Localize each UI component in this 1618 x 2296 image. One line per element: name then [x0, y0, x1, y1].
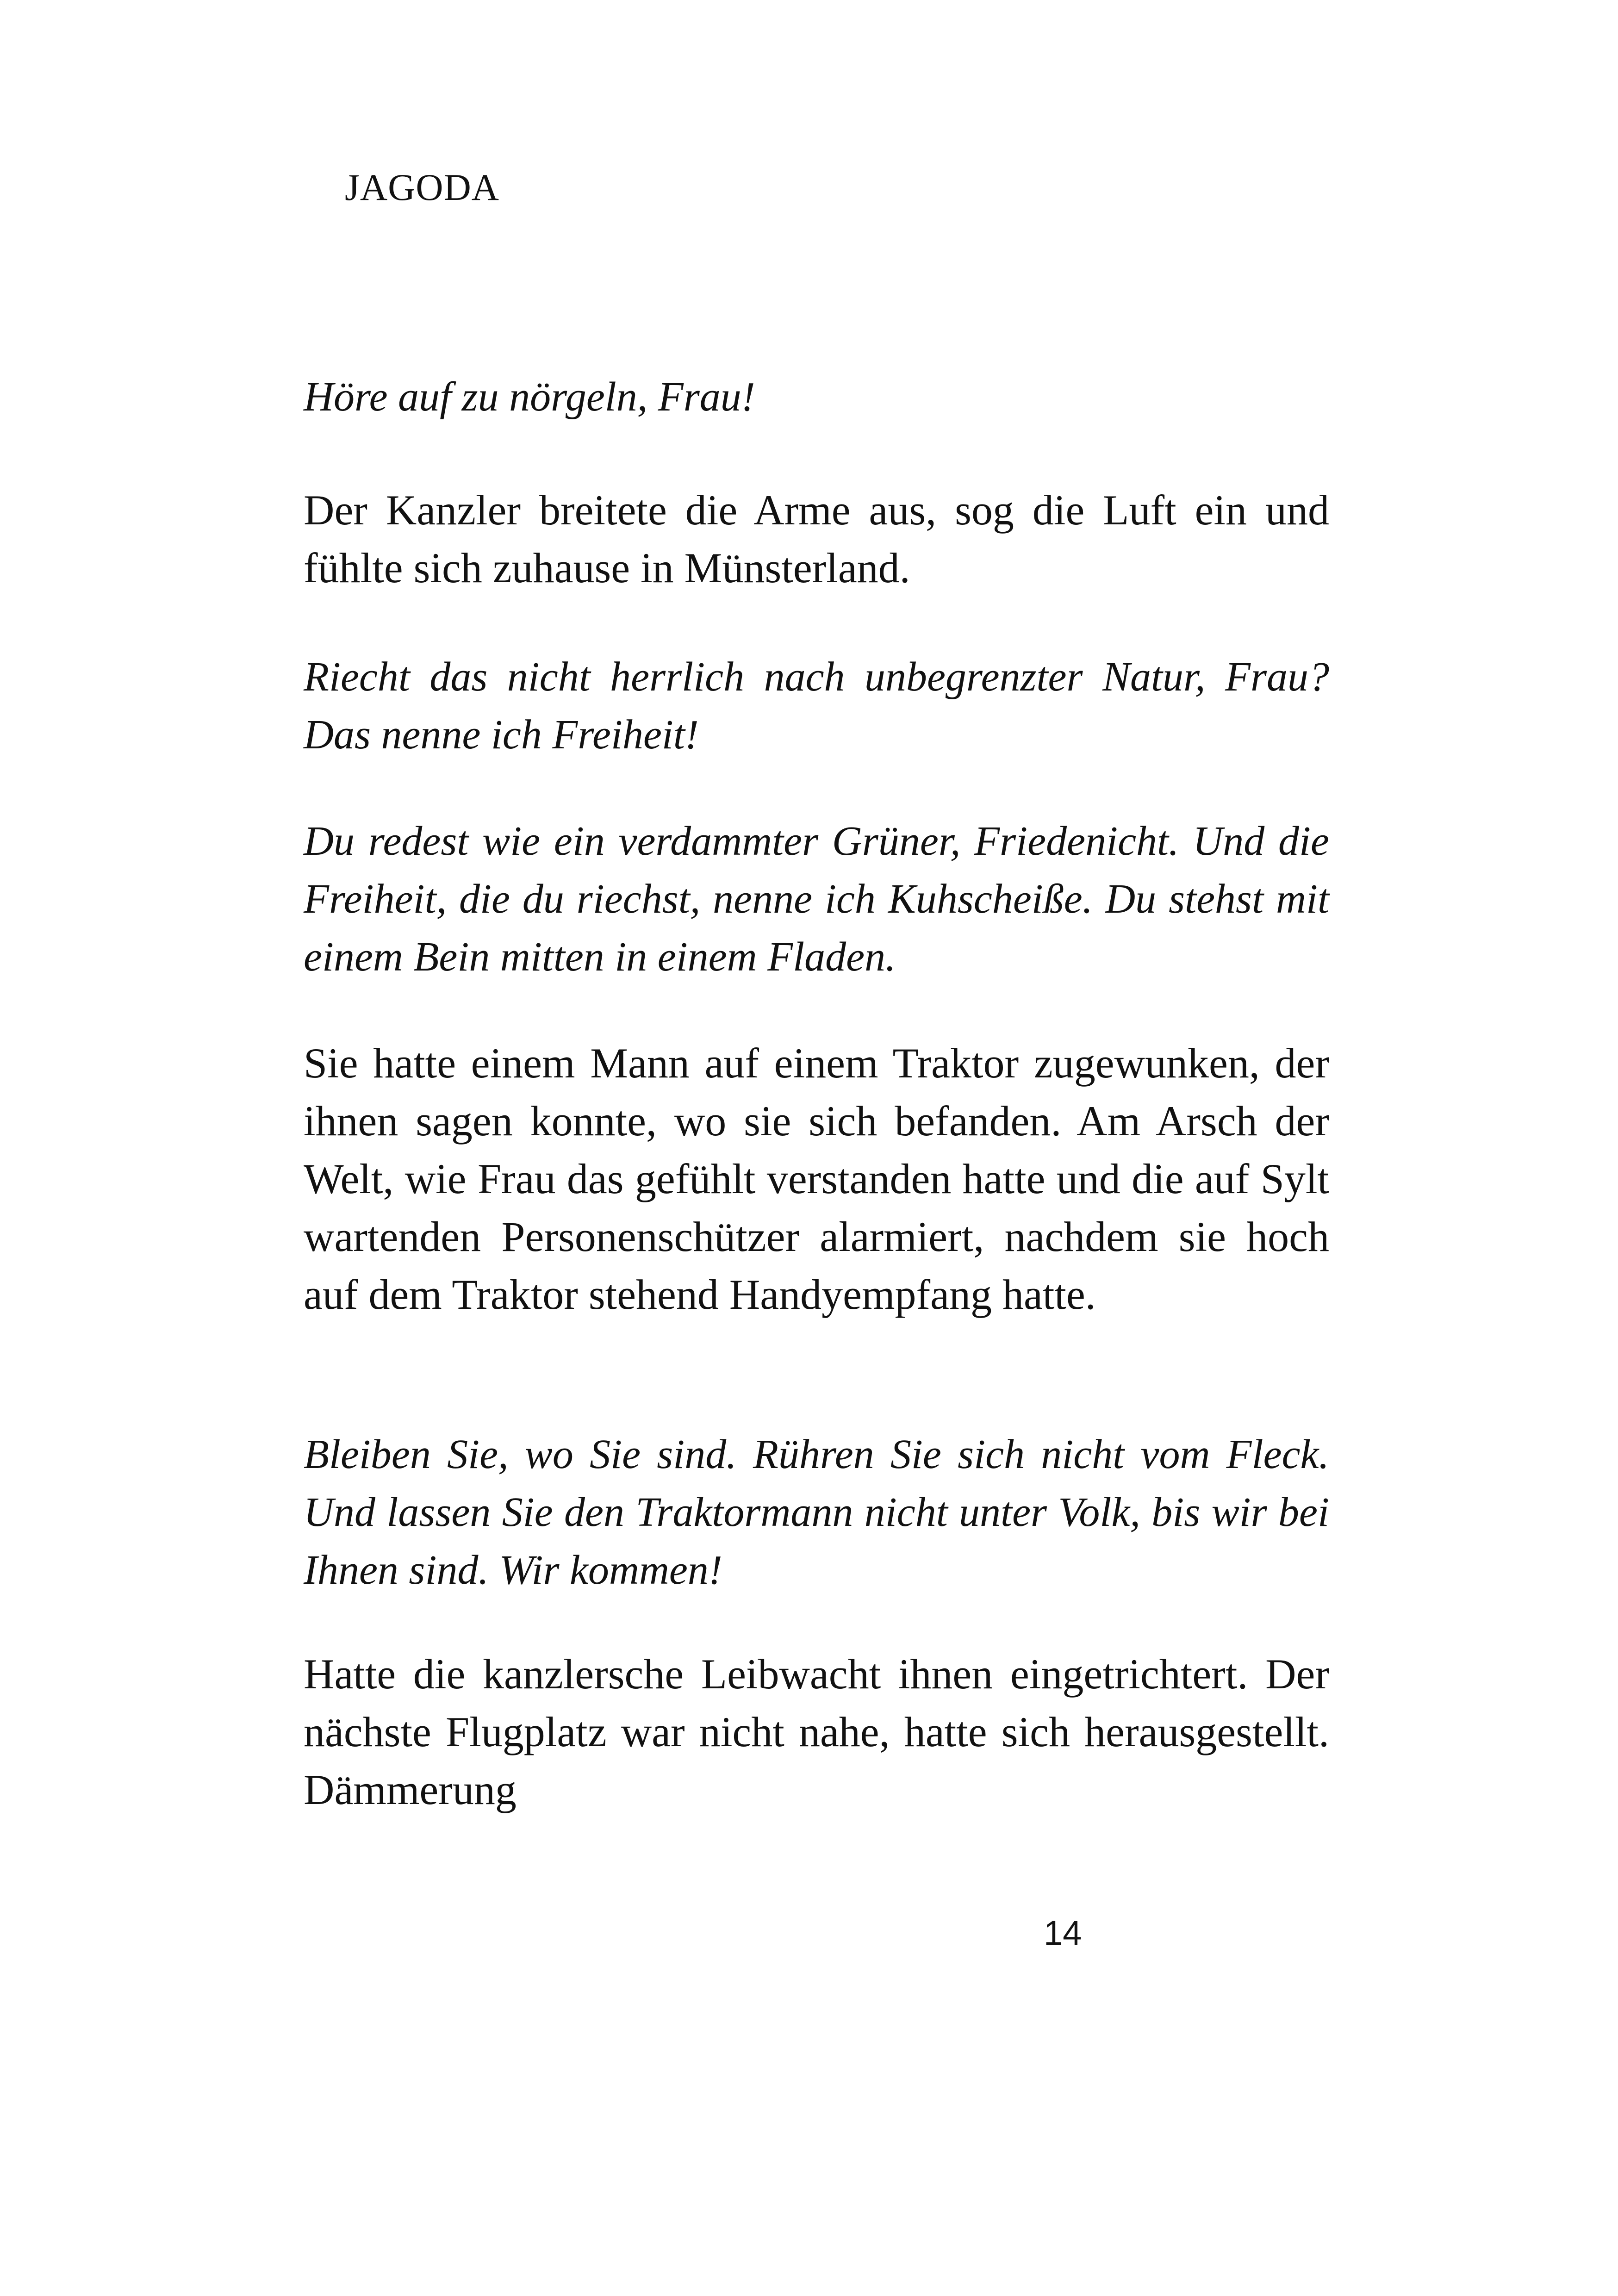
paragraph-4: Du redest wie ein verdammter Grüner, Friedenicht. Und die Freiheit, die du riechst, nenne ich Kuhscheiße. Du stehst mit einem Bein mitten in einem Fladen.	[304, 818, 1329, 980]
paragraph-1: Höre auf zu nörgeln, Frau!	[304, 374, 755, 420]
paragraph-5: Sie hatte einem Mann auf einem Traktor zugewunken, der ihnen sagen konnte, wo sie sich befanden. Am Arsch der Welt, wie Frau das gefühlt verstanden hatte und die auf Sylt wartenden Personenschützer alarmiert, nachdem sie hoch auf dem Traktor stehend Handyempfang hatte.	[304, 1039, 1329, 1318]
running-head-title: JAGODA	[345, 166, 499, 208]
paragraph-3: Riecht das nicht herrlich nach unbegrenzter Natur, Frau? Das nenne ich Freiheit!	[304, 654, 1329, 758]
page-number: 14	[1044, 1914, 1082, 1952]
paragraph-6: Bleiben Sie, wo Sie sind. Rühren Sie sich nicht vom Fleck. Und lassen Sie den Traktormann nicht unter Volk, bis wir bei Ihnen sind. Wir kommen!	[304, 1431, 1329, 1593]
paragraph-2: Der Kanzler breitete die Arme aus, sog die Luft ein und fühlte sich zuhause in Münsterland.	[304, 486, 1329, 591]
paragraph-7: Hatte die kanzlersche Leibwacht ihnen eingetrichtert. Der nächste Flugplatz war nicht nahe, hatte sich herausgestellt. Dämmerung	[304, 1650, 1329, 1813]
